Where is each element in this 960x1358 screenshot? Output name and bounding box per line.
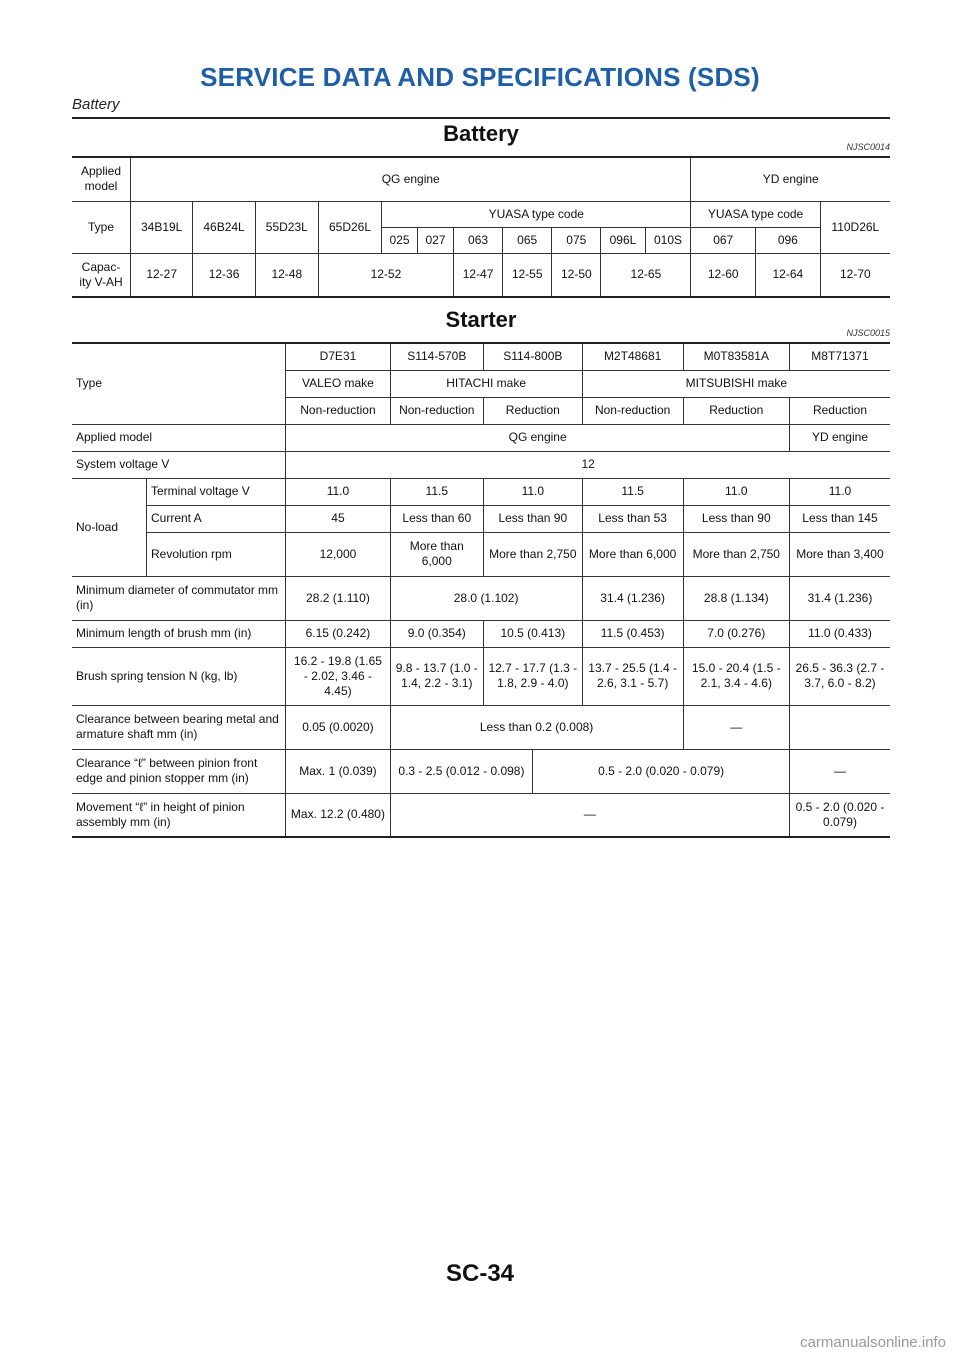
- bearing-clearance-value: 0.05 (0.0020): [286, 705, 390, 749]
- revolution-value: More than 2,750: [483, 532, 582, 576]
- revolution-value: More than 2,750: [683, 532, 789, 576]
- starter-make: VALEO make: [286, 370, 390, 397]
- capacity-value: 12-47: [453, 253, 502, 297]
- starter-make: HITACHI make: [390, 370, 582, 397]
- commutator-value: 28.8 (1.134): [683, 576, 789, 620]
- spring-tension-value: 16.2 - 19.8 (1.65 - 2.02, 3.46 - 4.45): [286, 647, 390, 705]
- system-voltage-value: 12: [286, 451, 890, 478]
- header-rule: [72, 117, 890, 119]
- header-subtitle: Battery: [72, 96, 120, 113]
- battery-table: [72, 156, 890, 298]
- starter-reduction: Reduction: [789, 397, 890, 424]
- starter-type-label: Type: [72, 343, 286, 424]
- yuasa-code: 063: [453, 227, 502, 253]
- battery-type: 46B24L: [193, 201, 255, 253]
- terminal-voltage-value: 11.0: [483, 478, 582, 505]
- spring-tension-value: 12.7 - 17.7 (1.3 - 1.8, 2.9 - 4.0): [483, 647, 582, 705]
- pinion-clearance-value: —: [789, 749, 890, 793]
- bearing-clearance-value: [789, 705, 890, 749]
- capacity-value: 12-52: [318, 253, 453, 297]
- starter-yd-engine: YD engine: [789, 424, 890, 451]
- brush-length-value: 6.15 (0.242): [286, 620, 390, 647]
- brush-length-value: 9.0 (0.354): [390, 620, 483, 647]
- battery-title: Battery: [443, 121, 519, 146]
- spring-tension-value: 26.5 - 36.3 (2.7 - 3.7, 6.0 - 8.2): [789, 647, 890, 705]
- battery-type-yd: 110D26L: [820, 201, 890, 253]
- pinion-clearance-value: 0.5 - 2.0 (0.020 - 0.079): [533, 749, 790, 793]
- terminal-voltage-label: Terminal voltage V: [147, 478, 286, 505]
- header-title: SERVICE DATA AND SPECIFICATIONS (SDS): [200, 62, 760, 92]
- capacity-value: 12-64: [756, 253, 821, 297]
- capacity-value: 12-50: [552, 253, 601, 297]
- starter-reduction: Non-reduction: [582, 397, 683, 424]
- starter-model: M2T48681: [582, 343, 683, 370]
- commutator-value: 28.0 (1.102): [390, 576, 582, 620]
- bearing-clearance-value: Less than 0.2 (0.008): [390, 705, 683, 749]
- page-number: SC-34: [445, 1260, 515, 1287]
- brush-length-value: 11.5 (0.453): [582, 620, 683, 647]
- pinion-clearance-label: Clearance “ℓ” between pinion front edge and pinion stopper mm (in): [72, 749, 286, 793]
- terminal-voltage-value: 11.5: [582, 478, 683, 505]
- yuasa-code: 010S: [645, 227, 691, 253]
- pinion-clearance-value: Max. 1 (0.039): [286, 749, 390, 793]
- terminal-voltage-value: 11.5: [390, 478, 483, 505]
- yuasa-code: 096: [756, 227, 821, 253]
- capacity-label: Capac-ity V-AH: [72, 253, 131, 297]
- watermark: carmanualsonline.info: [800, 1334, 946, 1351]
- brush-length-value: 10.5 (0.413): [483, 620, 582, 647]
- starter-reduction: Non-reduction: [390, 397, 483, 424]
- starter-model: M8T71371: [789, 343, 890, 370]
- capacity-value: 12-27: [131, 253, 193, 297]
- yuasa-qg-label: YUASA type code: [382, 201, 691, 227]
- starter-model: S114-800B: [483, 343, 582, 370]
- yuasa-code: 067: [691, 227, 756, 253]
- capacity-value: 12-60: [691, 253, 756, 297]
- battery-yd-engine: YD engine: [691, 157, 890, 201]
- current-value: Less than 90: [683, 505, 789, 532]
- capacity-value: 12-48: [255, 253, 318, 297]
- revolution-label: Revolution rpm: [147, 532, 286, 576]
- pinion-movement-value: 0.5 - 2.0 (0.020 - 0.079): [789, 793, 890, 837]
- starter-applied-model-label: Applied model: [72, 424, 286, 451]
- pinion-movement-value: Max. 12.2 (0.480): [286, 793, 390, 837]
- yuasa-code: 065: [503, 227, 552, 253]
- starter-qg-engine: QG engine: [286, 424, 790, 451]
- yuasa-code: 096L: [601, 227, 645, 253]
- brush-length-label: Minimum length of brush mm (in): [72, 620, 286, 647]
- current-label: Current A: [147, 505, 286, 532]
- applied-model-label: Applied model: [72, 157, 131, 201]
- capacity-value: 12-65: [601, 253, 691, 297]
- terminal-voltage-value: 11.0: [286, 478, 390, 505]
- commutator-value: 31.4 (1.236): [582, 576, 683, 620]
- yuasa-yd-label: YUASA type code: [691, 201, 820, 227]
- starter-reduction: Reduction: [683, 397, 789, 424]
- starter-make: MITSUBISHI make: [582, 370, 890, 397]
- capacity-value: 12-55: [503, 253, 552, 297]
- system-voltage-label: System voltage V: [72, 451, 286, 478]
- starter-title: Starter: [445, 307, 517, 332]
- spring-tension-value: 15.0 - 20.4 (1.5 - 2.1, 3.4 - 4.6): [683, 647, 789, 705]
- yuasa-code: 025: [382, 227, 418, 253]
- current-value: 45: [286, 505, 390, 532]
- capacity-value: 12-36: [193, 253, 255, 297]
- battery-type: 65D26L: [318, 201, 381, 253]
- current-value: Less than 145: [789, 505, 890, 532]
- commutator-value: 31.4 (1.236): [789, 576, 890, 620]
- commutator-label: Minimum diameter of commutator mm (in): [72, 576, 286, 620]
- spring-tension-value: 9.8 - 13.7 (1.0 - 1.4, 2.2 - 3.1): [390, 647, 483, 705]
- revolution-value: More than 3,400: [789, 532, 890, 576]
- current-value: Less than 90: [483, 505, 582, 532]
- revolution-value: 12,000: [286, 532, 390, 576]
- starter-model: M0T83581A: [683, 343, 789, 370]
- battery-qg-engine: QG engine: [131, 157, 691, 201]
- starter-reduction: Non-reduction: [286, 397, 390, 424]
- revolution-value: More than 6,000: [582, 532, 683, 576]
- commutator-value: 28.2 (1.110): [286, 576, 390, 620]
- terminal-voltage-value: 11.0: [789, 478, 890, 505]
- current-value: Less than 60: [390, 505, 483, 532]
- bearing-clearance-value: —: [683, 705, 789, 749]
- spring-tension-label: Brush spring tension N (kg, lb): [72, 647, 286, 705]
- starter-reduction: Reduction: [483, 397, 582, 424]
- starter-code: NJSC0015: [846, 328, 890, 338]
- pinion-movement-value: —: [390, 793, 789, 837]
- no-load-label: No-load: [72, 478, 147, 576]
- battery-code: NJSC0014: [846, 142, 890, 152]
- yuasa-code: 075: [552, 227, 601, 253]
- capacity-value: 12-70: [820, 253, 890, 297]
- pinion-clearance-value: 0.3 - 2.5 (0.012 - 0.098): [390, 749, 533, 793]
- terminal-voltage-value: 11.0: [683, 478, 789, 505]
- yuasa-code: 027: [418, 227, 454, 253]
- revolution-value: More than 6,000: [390, 532, 483, 576]
- brush-length-value: 11.0 (0.433): [789, 620, 890, 647]
- battery-type-label: Type: [72, 201, 131, 253]
- pinion-movement-label: Movement “ℓ” in height of pinion assembly mm (in): [72, 793, 286, 837]
- battery-type: 34B19L: [131, 201, 193, 253]
- bearing-clearance-label: Clearance between bearing metal and armature shaft mm (in): [72, 705, 286, 749]
- starter-table: [72, 342, 890, 838]
- current-value: Less than 53: [582, 505, 683, 532]
- starter-model: S114-570B: [390, 343, 483, 370]
- brush-length-value: 7.0 (0.276): [683, 620, 789, 647]
- battery-type: 55D23L: [255, 201, 318, 253]
- starter-model: D7E31: [286, 343, 390, 370]
- spring-tension-value: 13.7 - 25.5 (1.4 - 2.6, 3.1 - 5.7): [582, 647, 683, 705]
